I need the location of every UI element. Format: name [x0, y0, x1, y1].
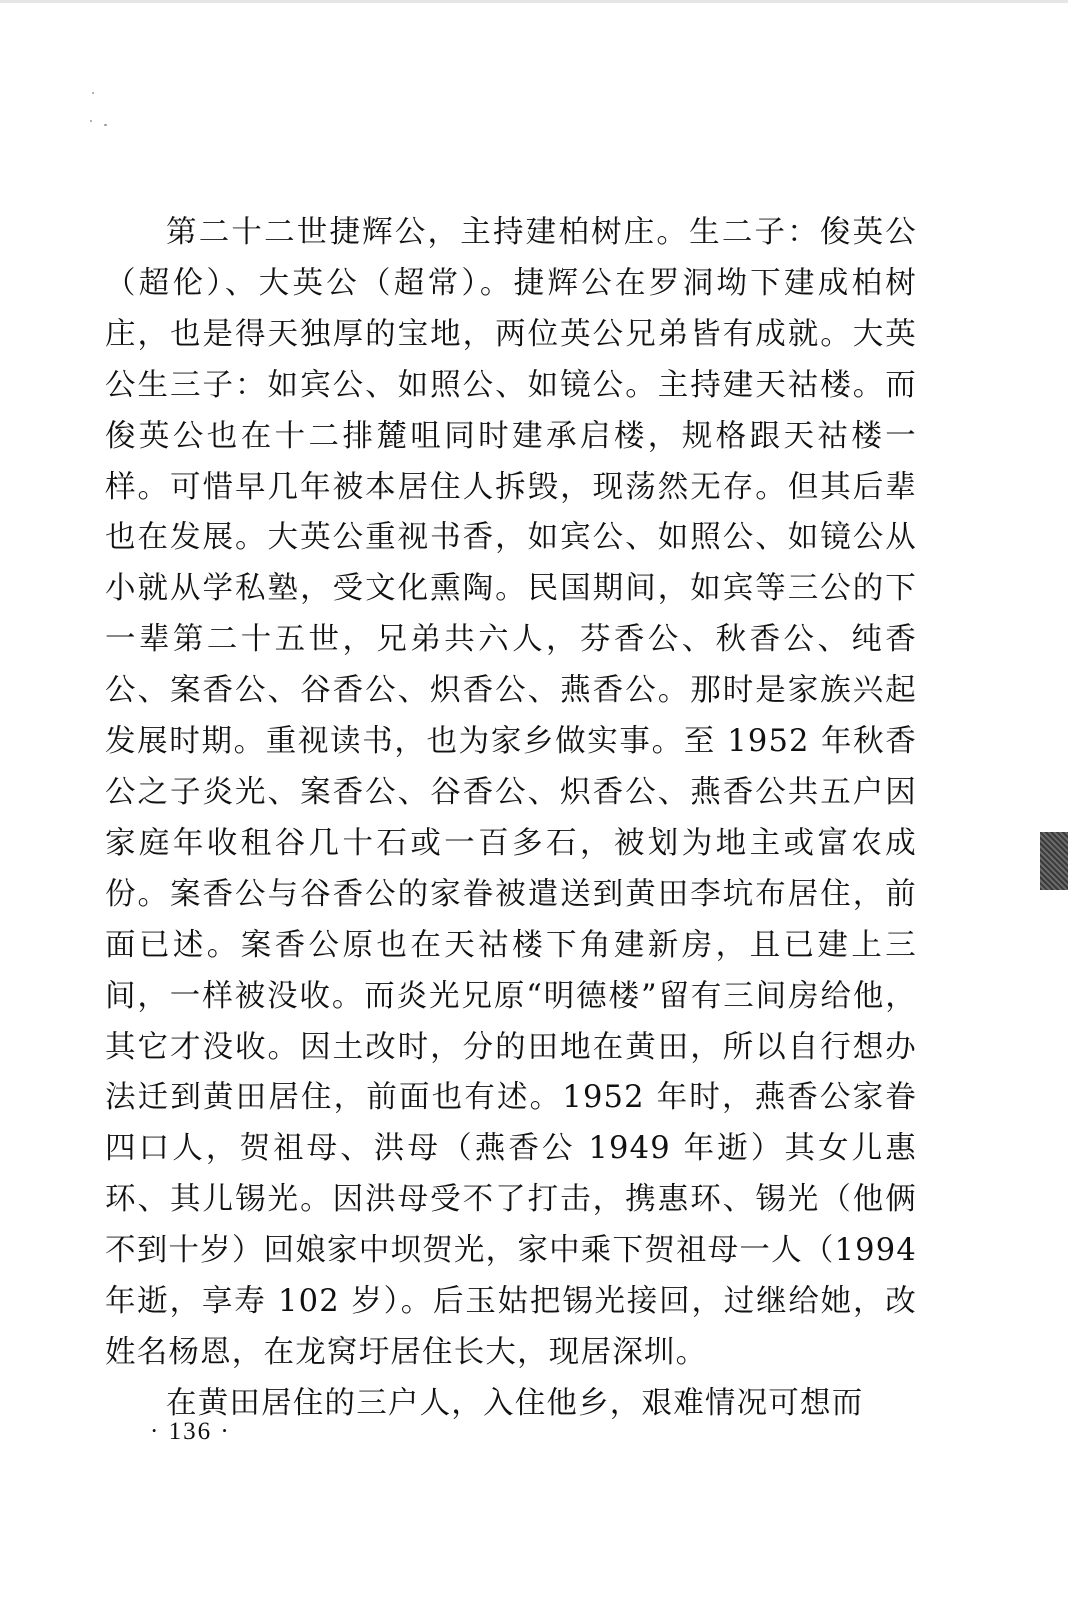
body-text [105, 208, 917, 1430]
paragraph: 第二十二世捷辉公，主持建柏树庄。生二子：俊英公（超伦）、大英公（超常）。捷辉公在罗洞坳下建成柏树庄，也是得天独厚的宝地，两位英公兄弟皆有成就。大英公生三子：如宾公、如照公、如镜公。主持建天祜楼。而俊英公也在十二排麓咀同时建承启楼，规格跟天祜楼一样。可惜早几年被本居住人拆毁，现荡然无存。但其后辈也在发展。大英公重视书香，如宾公、如照公、如镜公从小就从学私塾，受文化熏陶。民国期间，如宾等三公的下一辈第二十五世，兄弟共六人，芬香公、秋香公、纯香公、案香公、谷香公、炽香公、燕香公。那时是家族兴起发展时期。重视读书，也为家乡做实事。至 1952 年秋香公之子炎光、案香公、谷香公、炽香公、燕香公共五户因家庭年收租谷几十石或一百多石，被划为地主或富农成份。案香公与谷香公的家眷被遣送到黄田李坑布居住，前面已述。案香公原也在天祜楼下角建新房，且已建上三间，一样被没收。而炎光兄原“明德楼”留有三间房给他，其它才没收。因土改时，分的田地在黄田，所以自行想办法迁到黄田居住，前面也有述。1952 年时，燕香公家眷四口人，贺祖母、洪母（燕香公 1949 年逝）其女儿惠环、其儿锡光。因洪母受不了打击，携惠环、锡光（他俩不到十岁）回娘家中坝贺光，家中乘下贺祖母一人（1994 年逝，享寿 102 岁）。后玉姑把锡光接回，过继给她，改姓名杨恩，在龙窝圩居住长大，现居深圳。 [105, 215, 917, 1370]
page-number: · 136 · [150, 1418, 231, 1445]
scan-speck [90, 120, 92, 122]
paragraph: 在黄田居住的三户人，入住他乡，艰难情况可想而 [166, 1385, 864, 1421]
chapter-thumb-tab [1040, 832, 1068, 890]
scan-speck [92, 92, 94, 94]
scan-speck [104, 124, 107, 126]
scan-edge [0, 0, 1068, 3]
